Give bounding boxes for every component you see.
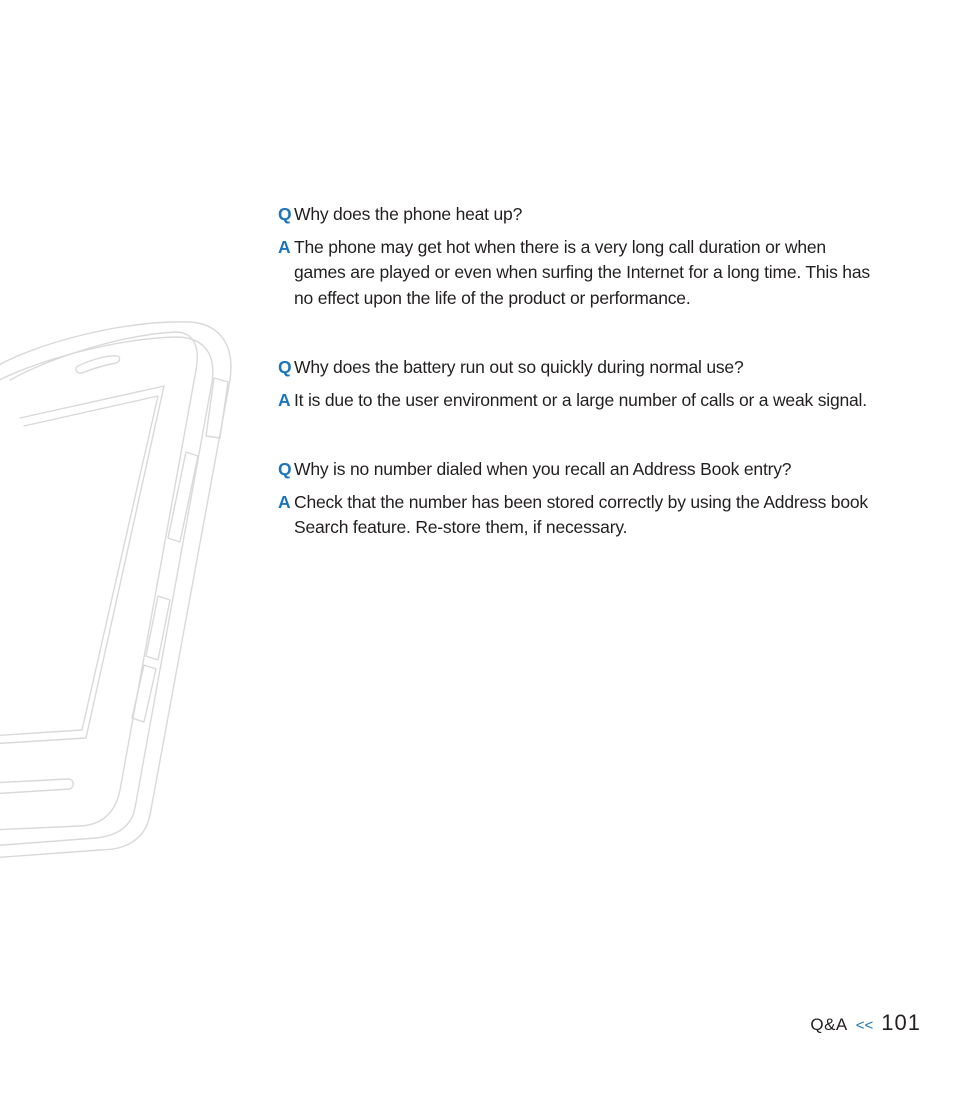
page-footer [810,1010,921,1036]
qa-list [278,202,878,585]
double-chevron-left-icon: << [855,1017,874,1034]
question-text: Why does the battery run out so quickly during normal use? [294,357,744,377]
answer-text: It is due to the user environment or a large number of calls or a weak signal. [294,389,867,410]
answer-line [278,388,878,414]
qa-item [278,202,878,311]
qa-item [278,355,878,413]
answer-marker: A [278,491,291,512]
question-marker: Q [278,357,292,377]
question-marker: Q [278,459,292,479]
answer-line [278,490,878,541]
question-line [278,202,878,228]
phone-outline-icon [0,310,250,870]
question-line [278,355,878,381]
question-line [278,457,878,483]
qa-item [278,457,878,541]
answer-text: The phone may get hot when there is a very long call duration or when games are played or even when surfing the Internet for a long time. This has no effect upon the life of the product or performance. [294,236,870,308]
question-text: Why does the phone heat up? [294,204,523,224]
question-marker: Q [278,204,292,224]
question-text: Why is no number dialed when you recall an Address Book entry? [294,459,792,479]
answer-text: Check that the number has been stored correctly by using the Address book Search feature. Re-store them, if necessary. [294,491,868,537]
page-number: 101 [881,1010,921,1035]
answer-marker: A [278,389,291,410]
footer-section-title: Q&A [810,1015,848,1034]
answer-marker: A [278,236,291,257]
answer-line [278,235,878,312]
